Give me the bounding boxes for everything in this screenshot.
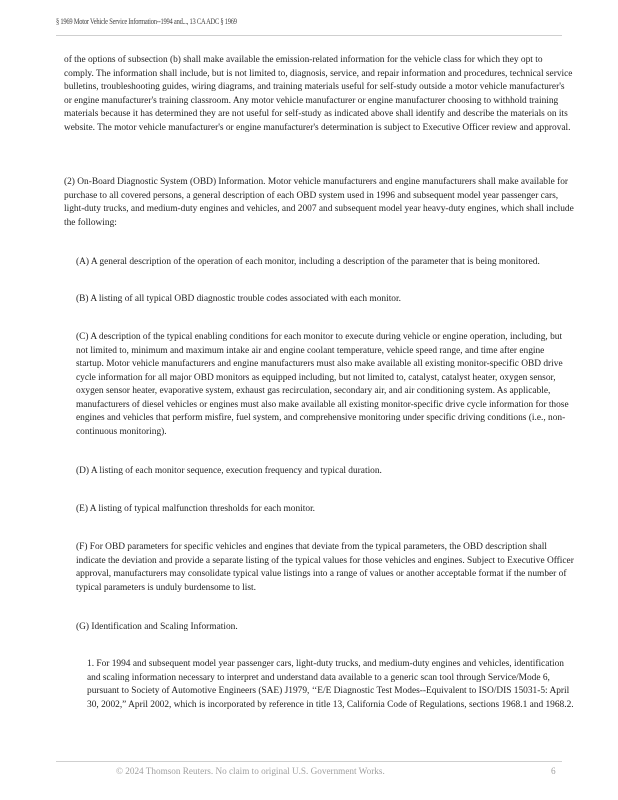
item-e-paragraph: (E) A listing of typical malfunction thresholds for each monitor.: [76, 504, 316, 514]
copyright-footer: © 2024 Thomson Reuters. No claim to original U.S. Government Works.: [116, 766, 385, 776]
item-d-paragraph: (D) A listing of each monitor sequence, execution frequency and typical duration.: [76, 466, 382, 476]
running-header: § 1969 Motor Vehicle Service Information--1994 and..., 13 CA ADC § 1969: [56, 17, 237, 26]
item-b-paragraph: (B) A listing of all typical OBD diagnostic trouble codes associated with each monitor.: [76, 294, 401, 304]
item-a-paragraph: (A) A general description of the operation of each monitor, including a description of the parameter that is being monitored.: [76, 257, 540, 267]
item-g1-paragraph: 1. For 1994 and subsequent model year passenger cars, light-duty trucks, and medium-duty engines and vehicles, identification and scaling information necessary to interpret and understand data available to a generic scan tool through Service/Mode 6, pursuant to Society of Automotive Engineers (SAE) J1979, ‘‘E/E Diagnostic Test Modes--Equivalent to ISO/DIS 15031-5: April 30, 2002,” April 2002, which is incorporated by reference in title 13, California Code of Regulations, sections 1968.1 and 1968.2.: [87, 659, 574, 710]
item-c-paragraph: (C) A description of the typical enabling conditions for each monitor to execute during vehicle or engine operation, including, but not limited to, minimum and maximum intake air and engine coolant temperature, vehicle speed range, and time after engine startup. Motor vehicle manufacturers and engine manufacturers must also make available all existing monitor-specific OBD drive cycle information for all major OBD monitors as equipped including, but not limited to, catalyst, catalyst heater, oxygen sensor, oxygen sensor heater, evaporative system, exhaust gas recirculation, secondary air, and air conditioning system. As applicable, manufacturers of diesel vehicles or engines must also make available all existing monitor-specific drive cycle information for those engines and vehicles that perform misfire, fuel system, and comprehensive monitoring under specific driving conditions (i.e., non-continuous monitoring).: [76, 332, 569, 437]
footer-divider: [56, 761, 562, 762]
item-f-paragraph: (F) For OBD parameters for specific vehicles and engines that deviate from the typical parameters, the OBD description shall indicate the deviation and provide a separate listing of the typical values for those vehicles and engines. Subject to Executive Officer approval, manufacturers may consolidate typical value listings into a range of values or another acceptable format if the number of typical parameters is unduly burdensome to list.: [76, 542, 574, 593]
obd-paragraph: (2) On-Board Diagnostic System (OBD) Information. Motor vehicle manufacturers and engine manufacturers shall make available for purchase to all covered persons, a general description of each OBD system used in 1996 and subsequent model year passenger cars, light-duty trucks, and medium-duty engines and vehicles, and 2007 and subsequent model year heavy-duty engines, which shall include the following:: [64, 177, 574, 228]
page-number: 6: [551, 766, 556, 776]
intro-paragraph: of the options of subsection (b) shall make available the emission-related information for the vehicle class for which they opt to comply. The information shall include, but is not limited to, diagnosis, service, and repair information and procedures, technical service bulletins, troubleshooting guides, wiring diagrams, and training materials useful for self-study outside a motor vehicle manufacturer's or engine manufacturer's training classroom. Any motor vehicle manufacturer or engine manufacturer choosing to withhold training materials because it has determined they are not useful for self-study as indicated above shall identify and describe the materials on its website. The motor vehicle manufacturer's or engine manufacturer's determination is subject to Executive Officer review and approval.: [64, 55, 573, 133]
item-g-paragraph: (G) Identification and Scaling Information.: [76, 622, 238, 632]
header-divider: [56, 35, 562, 36]
